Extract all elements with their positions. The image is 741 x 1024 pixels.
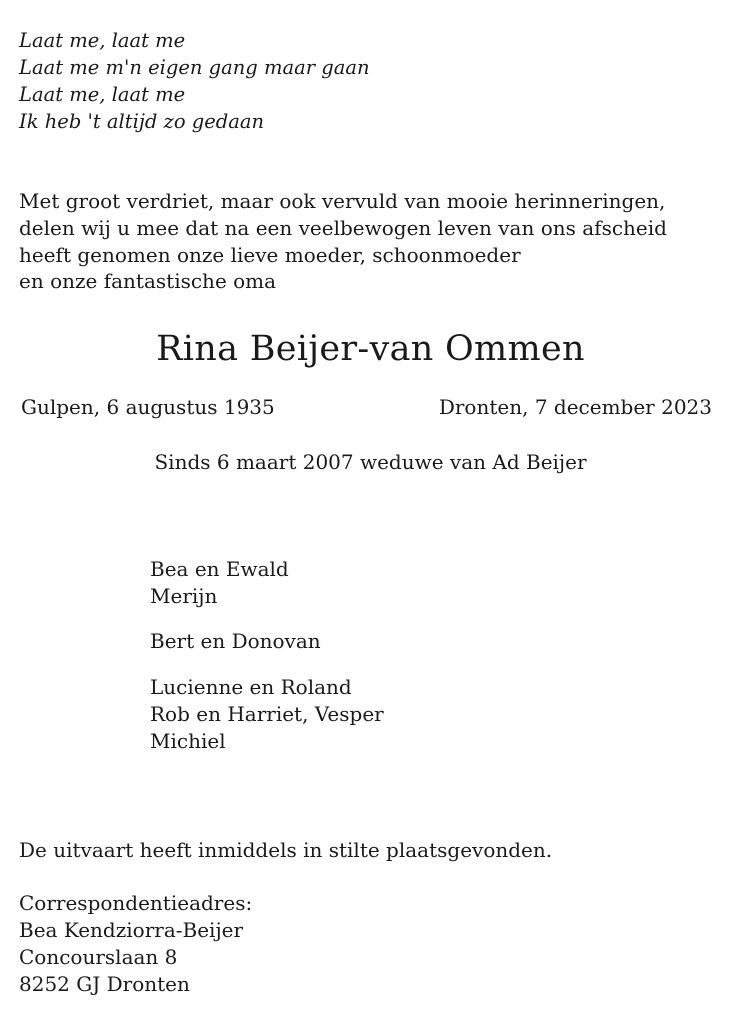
family-member: Merijn	[150, 584, 218, 608]
family-member: Bea en Ewald	[150, 557, 289, 581]
family-member: Lucienne en Roland	[150, 675, 352, 699]
poem-line: Laat me, laat me	[19, 29, 186, 52]
intro-line: Met groot verdriet, maar ook vervuld van mooie herinneringen,	[19, 189, 666, 213]
death-info: Dronten, 7 december 2023	[438, 395, 712, 419]
intro-line: delen wij u mee dat na een veelbewogen leven van ons afscheid	[19, 216, 667, 240]
intro-line: heeft genomen onze lieve moeder, schoonmoeder	[19, 243, 521, 267]
family-member: Rob en Harriet, Vesper	[150, 702, 384, 726]
deceased-name: Rina Beijer-van Ommen	[156, 329, 585, 369]
birth-info: Gulpen, 6 augustus 1935	[21, 395, 275, 419]
family-member: Bert en Donovan	[150, 629, 321, 653]
poem-line: Ik heb 't altijd zo gedaan	[19, 110, 265, 133]
funeral-note: De uitvaart heeft inmiddels in stilte plaatsgevonden.	[19, 838, 553, 862]
correspondence-label: Correspondentieadres:	[19, 891, 253, 915]
correspondence-street: Concourslaan 8	[19, 945, 178, 969]
intro-line: en onze fantastische oma	[19, 269, 277, 293]
correspondence-city: 8252 GJ Dronten	[19, 972, 190, 996]
family-member: Michiel	[150, 729, 226, 753]
widow-line: Sinds 6 maart 2007 weduwe van Ad Beijer	[154, 450, 587, 474]
correspondence-name: Bea Kendziorra-Beijer	[19, 918, 244, 942]
poem-line: Laat me, laat me	[19, 83, 186, 106]
poem-line: Laat me m'n eigen gang maar gaan	[19, 56, 370, 79]
